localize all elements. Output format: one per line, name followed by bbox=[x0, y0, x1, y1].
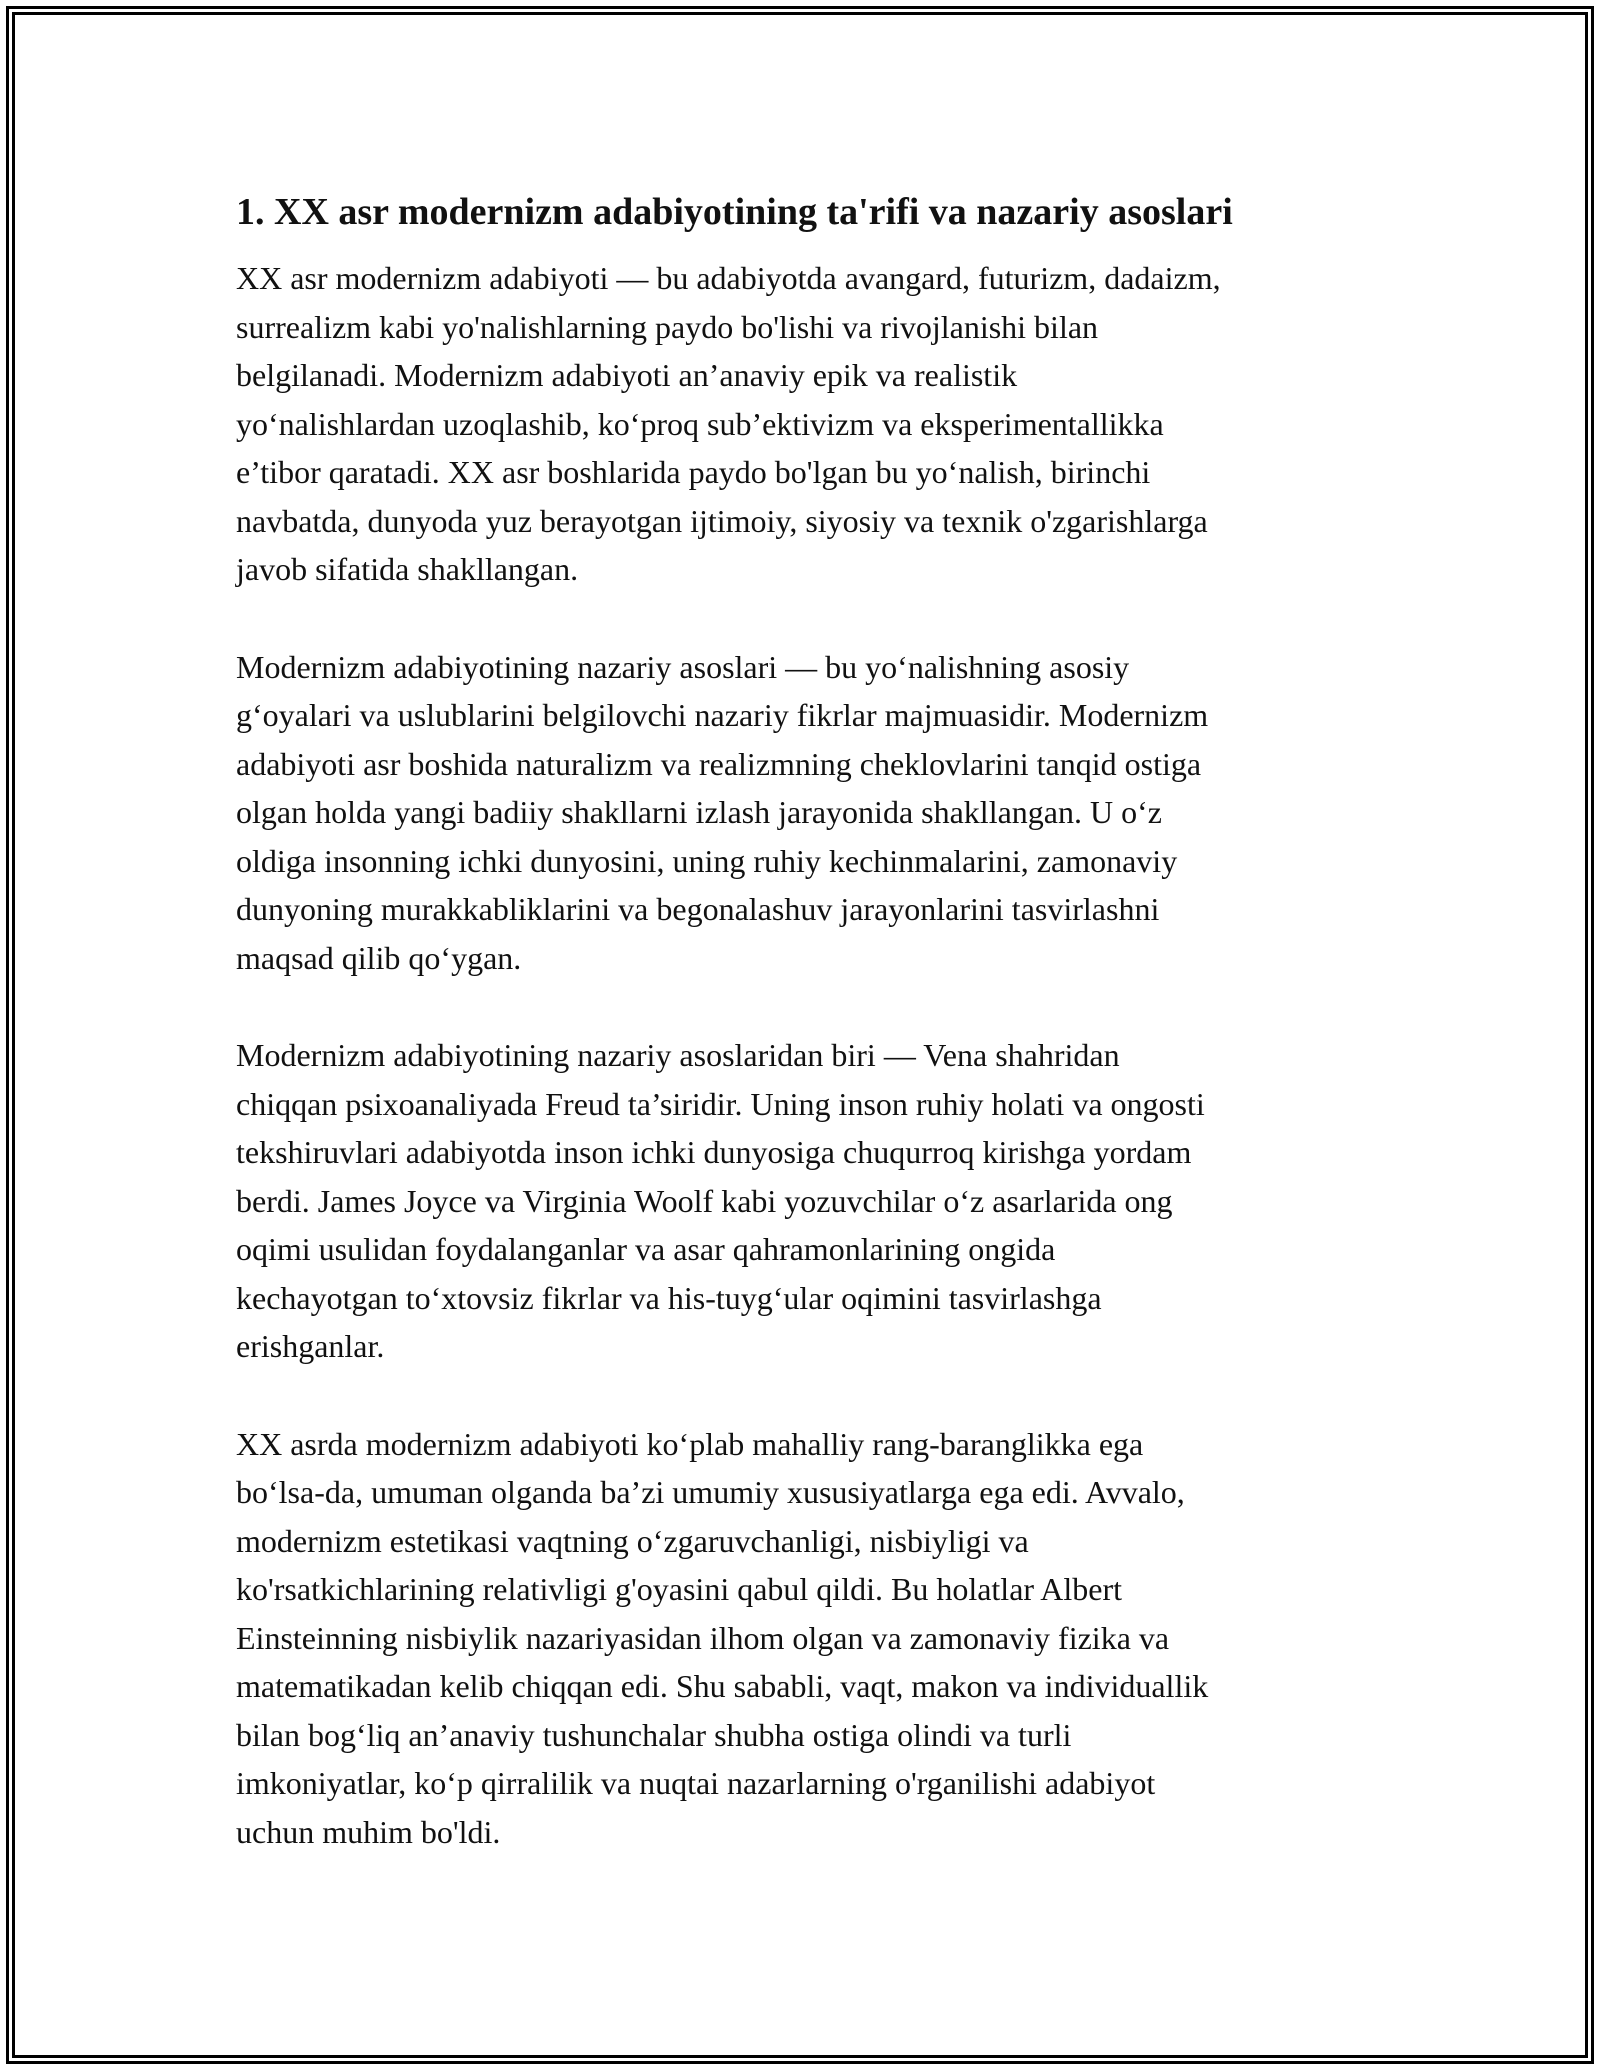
paragraph-line: dunyoning murakkabliklarini va begonalashuv jarayonlarini tasvirlashni bbox=[236, 891, 1160, 927]
paragraph-line: belgilanadi. Modernizm adabiyoti an’anaviy epik va realistik bbox=[236, 357, 1018, 393]
paragraph-line: yo‘nalishlardan uzoqlashib, ko‘proq sub’ektivizm va eksperimentallikka bbox=[236, 405, 1164, 442]
paragraph-line: Modernizm adabiyotining nazariy asoslaridan biri — Vena shahridan bbox=[236, 1037, 1120, 1073]
paragraph-line: oldiga insonning ichki dunyosini, uning ruhiy kechinmalarini, zamonaviy bbox=[236, 842, 1178, 879]
paragraph-line: adabiyoti asr boshida naturalizm va realizmning cheklovlarini tanqid ostiga bbox=[236, 745, 1202, 782]
document-body bbox=[236, 186, 1366, 1905]
paragraph-4 bbox=[236, 1420, 1366, 1857]
paragraph-2 bbox=[236, 643, 1366, 983]
paragraph-line: berdi. James Joyce va Virginia Woolf kabi yozuvchilar o‘z asarlarida ong bbox=[236, 1182, 1173, 1219]
paragraph-line: bilan bog‘liq an’anaviy tushunchalar shubha ostiga olindi va turli bbox=[236, 1716, 1072, 1753]
paragraph-line: XX asrda modernizm adabiyoti ko‘plab mahalliy rang-baranglikka ega bbox=[236, 1425, 1144, 1462]
paragraph-line: modernizm estetikasi vaqtning o‘zgaruvchanligi, nisbiyligi va bbox=[236, 1522, 1029, 1559]
paragraph-line: e’tibor qaratadi. XX asr boshlarida paydo bo'lgan bu yo‘nalish, birinchi bbox=[236, 454, 1151, 490]
paragraph-3 bbox=[236, 1031, 1366, 1371]
paragraph-line: Einsteinning nisbiylik nazariyasidan ilhom olgan va zamonaviy fizika va bbox=[236, 1619, 1170, 1656]
paragraph-line: imkoniyatlar, ko‘p qirralilik va nuqtai nazarlarning o'rganilishi adabiyot bbox=[236, 1765, 1156, 1801]
paragraph-line: oqimi usulidan foydalanganlar va asar qahramonlarining ongida bbox=[236, 1231, 1056, 1267]
paragraph-line: olgan holda yangi badiiy shakllarni izlash jarayonida shakllangan. U o‘z bbox=[236, 794, 1162, 830]
paragraph-line: tekshiruvlari adabiyotda inson ichki dunyosiga chuqurroq kirishga yordam bbox=[236, 1134, 1192, 1170]
paragraph-line: g‘oyalari va uslublarini belgilovchi nazariy fikrlar majmuasidir. Modernizm bbox=[236, 697, 1209, 733]
paragraph-line: kechayotgan to‘xtovsiz fikrlar va his-tuyg‘ular oqimini tasvirlashga bbox=[236, 1279, 1102, 1316]
paragraph-line: matematikadan kelib chiqqan edi. Shu sababli, vaqt, makon va individuallik bbox=[236, 1668, 1209, 1704]
paragraph-line: surrealizm kabi yo'nalishlarning paydo bo'lishi va rivojlanishi bilan bbox=[236, 308, 1099, 345]
paragraph-line: erishganlar. bbox=[236, 1328, 385, 1364]
paragraph-1 bbox=[236, 254, 1366, 594]
paragraph-line: uchun muhim bo'ldi. bbox=[236, 1813, 501, 1850]
paragraph-line: chiqqan psixoanaliyada Freud ta’siridir. Uning inson ruhiy holati va ongosti bbox=[236, 1085, 1205, 1122]
paragraph-line: ko'rsatkichlarining relativligi g'oyasini qabul qildi. Bu holatlar Albert bbox=[236, 1571, 1123, 1607]
paragraph-line: XX asr modernizm adabiyoti — bu adabiyotda avangard, futurizm, dadaizm, bbox=[236, 260, 1221, 296]
paragraph-line: javob sifatida shakllangan. bbox=[236, 551, 579, 587]
section-title: 1. XX asr modernizm adabiyotining ta'rifi va nazariy asoslari bbox=[236, 191, 1233, 233]
paragraph-line: bo‘lsa-da, umuman olganda ba’zi umumiy xususiyatlarga ega edi. Avvalo, bbox=[236, 1474, 1185, 1510]
paragraph-line: navbatda, dunyoda yuz berayotgan ijtimoiy, siyosiy va texnik o'zgarishlarga bbox=[236, 502, 1208, 539]
paragraph-line: Modernizm adabiyotining nazariy asoslari — bu yo‘nalishning asosiy bbox=[236, 648, 1130, 685]
paragraph-line: maqsad qilib qo‘ygan. bbox=[236, 939, 522, 976]
